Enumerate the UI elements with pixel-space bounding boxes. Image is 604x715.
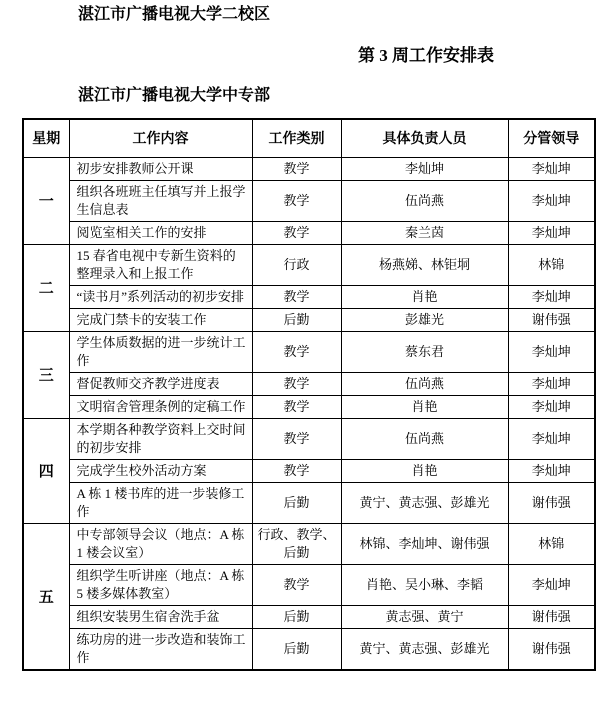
table-row [23,605,595,628]
header-day: 星期 [23,119,69,157]
day-cell: 二 [23,244,69,331]
table-row [23,221,595,244]
leader-cell: 李灿坤 [508,564,595,605]
leader-cell: 李灿坤 [508,459,595,482]
category-cell: 行政 [252,244,341,285]
category-cell: 教学 [252,418,341,459]
persons-cell: 伍尚燕 [341,418,508,459]
header-persons: 具体负责人员 [341,119,508,157]
content-cell: “读书月”系列活动的初步安排 [69,285,252,308]
content-cell: 中专部领导会议（地点：A 栋 1 楼会议室） [69,523,252,564]
category-cell: 教学 [252,157,341,180]
table-row [23,308,595,331]
schedule-table [22,118,596,671]
leader-cell: 李灿坤 [508,418,595,459]
category-cell: 教学 [252,395,341,418]
category-cell: 教学 [252,180,341,221]
persons-cell: 肖艳 [341,395,508,418]
persons-cell: 蔡东君 [341,331,508,372]
content-cell: 学生体质数据的进一步统计工作 [69,331,252,372]
campus-title: 湛江市广播电视大学二校区 [78,6,271,23]
table-row [23,285,595,308]
table-header-row [23,119,595,157]
persons-cell: 秦兰茵 [341,221,508,244]
leader-cell: 谢伟强 [508,482,595,523]
leader-cell: 李灿坤 [508,180,595,221]
table-row [23,564,595,605]
table-row [23,180,595,221]
content-cell: 本学期各种教学资料上交时间的初步安排 [69,418,252,459]
persons-cell: 肖艳 [341,459,508,482]
content-cell: 文明宿舍管理条例的定稿工作 [69,395,252,418]
leader-cell: 李灿坤 [508,157,595,180]
persons-cell: 李灿坤 [341,157,508,180]
day-cell: 四 [23,418,69,523]
persons-cell: 黄宁、黄志强、彭雄光 [341,628,508,670]
category-cell: 教学 [252,331,341,372]
persons-cell: 林锦、李灿坤、谢伟强 [341,523,508,564]
leader-cell: 李灿坤 [508,331,595,372]
content-cell: 初步安排教师公开课 [69,157,252,180]
table-row [23,418,595,459]
leader-cell: 谢伟强 [508,605,595,628]
table-row [23,372,595,395]
content-cell: 阅览室相关工作的安排 [69,221,252,244]
department-title: 湛江市广播电视大学中专部 [78,87,271,104]
category-cell: 行政、教学、后勤 [252,523,341,564]
day-cell: 五 [23,523,69,670]
content-cell: 组织各班班主任填写并上报学生信息表 [69,180,252,221]
content-cell: 完成学生校外活动方案 [69,459,252,482]
content-cell: 组织学生听讲座（地点：A 栋 5 楼多媒体教室） [69,564,252,605]
persons-cell: 黄志强、黄宁 [341,605,508,628]
persons-cell: 黄宁、黄志强、彭雄光 [341,482,508,523]
persons-cell: 杨燕娣、林钜垌 [341,244,508,285]
header-content: 工作内容 [69,119,252,157]
persons-cell: 肖艳、吴小琳、李韬 [341,564,508,605]
persons-cell: 彭雄光 [341,308,508,331]
leader-cell: 林锦 [508,244,595,285]
table-row [23,628,595,670]
header-leader: 分管领导 [508,119,595,157]
category-cell: 教学 [252,459,341,482]
category-cell: 教学 [252,564,341,605]
table-row [23,244,595,285]
persons-cell: 伍尚燕 [341,372,508,395]
table-row [23,459,595,482]
category-cell: 教学 [252,285,341,308]
content-cell: 组织安装男生宿舍洗手盆 [69,605,252,628]
category-cell: 教学 [252,221,341,244]
leader-cell: 林锦 [508,523,595,564]
category-cell: 后勤 [252,308,341,331]
day-cell: 一 [23,157,69,244]
category-cell: 后勤 [252,482,341,523]
content-cell: A 栋 1 楼书库的进一步装修工作 [69,482,252,523]
schedule-title: 第 3 周工作安排表 [358,46,494,65]
content-cell: 15 春省电视中专新生资料的整理录入和上报工作 [69,244,252,285]
leader-cell: 谢伟强 [508,308,595,331]
leader-cell: 李灿坤 [508,285,595,308]
content-cell: 督促教师交齐教学进度表 [69,372,252,395]
leader-cell: 李灿坤 [508,372,595,395]
table-row [23,157,595,180]
table-row [23,482,595,523]
category-cell: 后勤 [252,605,341,628]
category-cell: 后勤 [252,628,341,670]
content-cell: 练功房的进一步改造和装饰工作 [69,628,252,670]
persons-cell: 肖艳 [341,285,508,308]
leader-cell: 谢伟强 [508,628,595,670]
category-cell: 教学 [252,372,341,395]
content-cell: 完成门禁卡的安装工作 [69,308,252,331]
leader-cell: 李灿坤 [508,395,595,418]
header-category: 工作类别 [252,119,341,157]
table-row [23,395,595,418]
persons-cell: 伍尚燕 [341,180,508,221]
day-cell: 三 [23,331,69,418]
leader-cell: 李灿坤 [508,221,595,244]
table-row [23,331,595,372]
table-row [23,523,595,564]
